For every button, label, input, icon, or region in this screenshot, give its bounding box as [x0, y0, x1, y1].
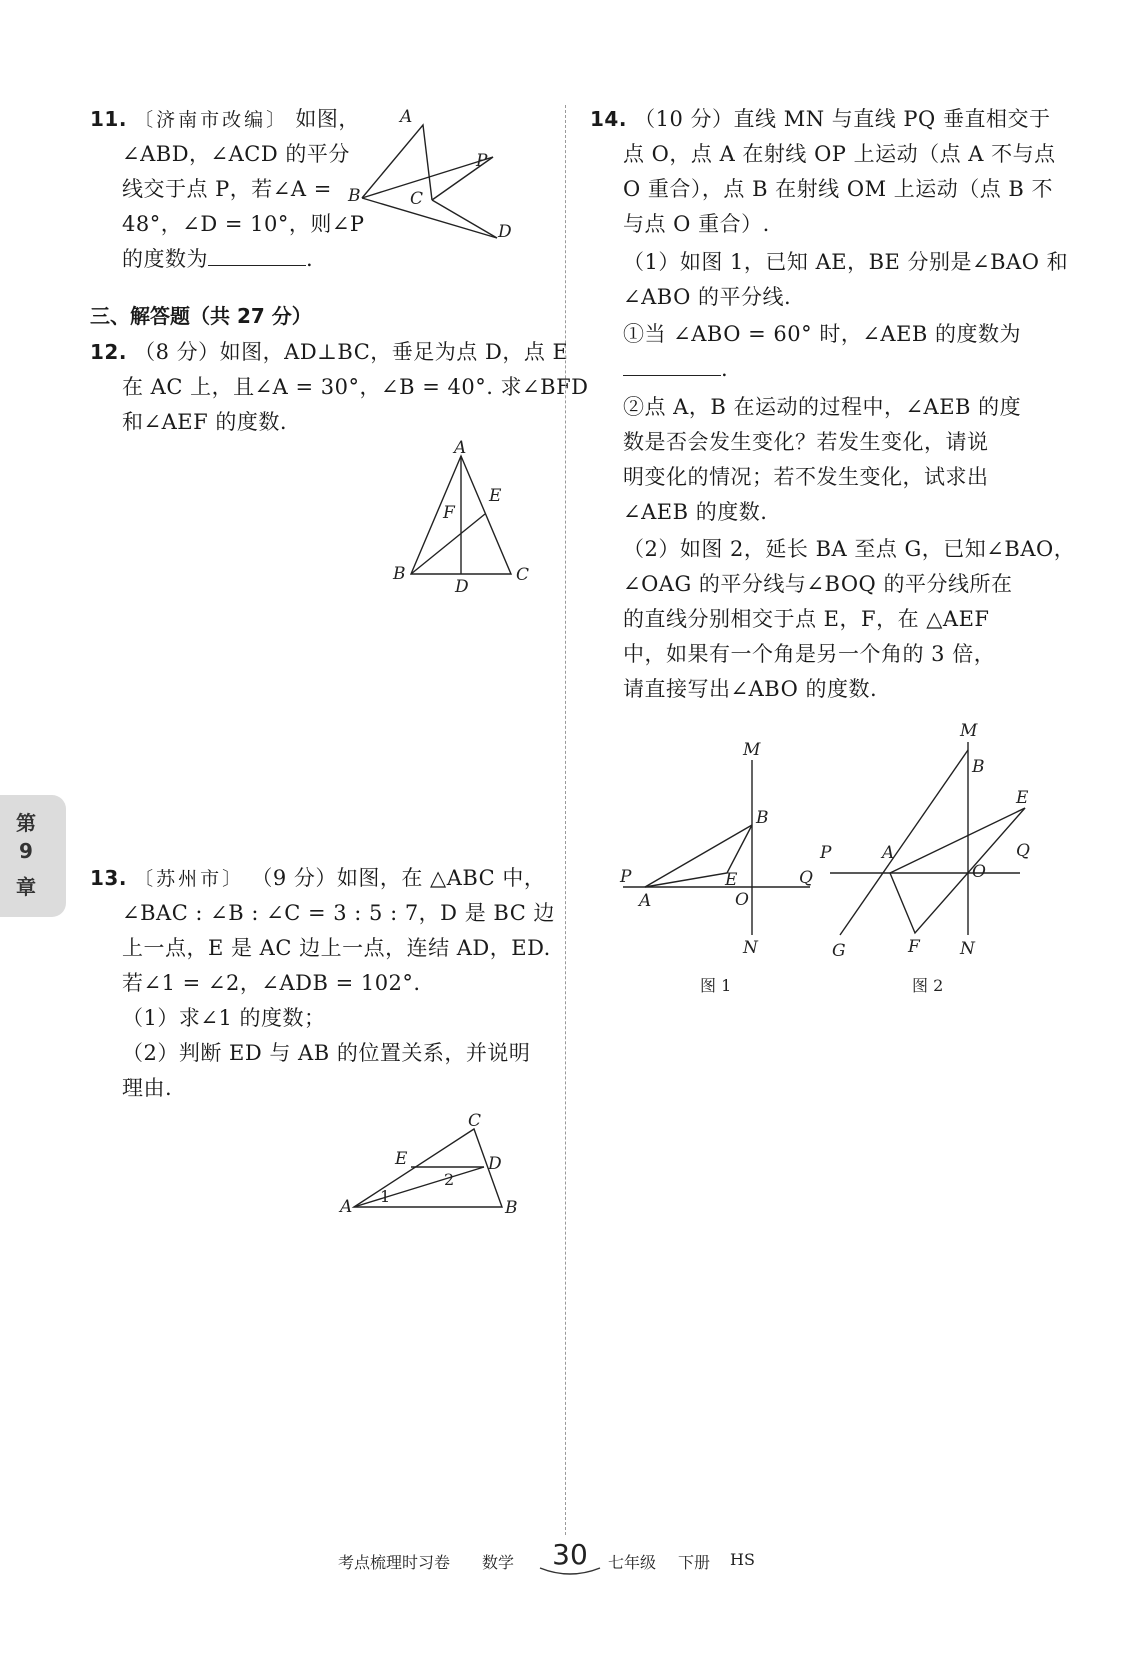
figure-label: B: [505, 1198, 518, 1218]
question-text: 的直线分别相交于点 E，F，在 △AEF: [623, 607, 990, 631]
figure-label: F: [443, 503, 455, 523]
figure-line: [411, 514, 485, 574]
figure-label: Q: [799, 868, 813, 888]
section-heading: 三、解答题（共 27 分）: [90, 304, 312, 328]
question-text: 请直接写出∠ABO 的度数.: [623, 677, 878, 701]
figure-label: N: [960, 939, 975, 959]
page-number-bracket: [538, 1566, 602, 1578]
question-source: 〔苏州市〕: [134, 868, 245, 890]
question-text: 线交于点 P，若∠A =: [122, 177, 332, 201]
figure-label: C: [516, 565, 530, 585]
answer-blank[interactable]: [208, 243, 306, 266]
figure-label: P: [820, 843, 832, 863]
figure-line: [432, 200, 497, 238]
figure-label: A: [882, 843, 895, 863]
figure-label: G: [832, 941, 846, 961]
question-text: 中，如果有一个角是另一个角的 3 倍，: [623, 642, 996, 666]
question-text: 的度数为: [122, 247, 208, 271]
footer-grade: 七年级: [608, 1553, 657, 1572]
figure-label: D: [498, 222, 512, 242]
question-text: 48°，∠D = 10°，则∠P: [122, 212, 365, 236]
figure-label: E: [725, 870, 738, 890]
answer-blank[interactable]: [623, 353, 721, 376]
figure-line: [890, 808, 1025, 933]
figure-label: A: [454, 438, 467, 458]
figure-label: C: [468, 1111, 482, 1131]
figure-label: A: [340, 1197, 353, 1217]
question-number: 14.: [590, 107, 627, 131]
question-source: 〔济南市改编〕: [134, 109, 289, 131]
figure-label: 1: [380, 1187, 391, 1206]
figure-line: [362, 198, 497, 238]
question-text: 如图，: [295, 107, 360, 131]
figure-q11: [350, 108, 540, 248]
question-text: O 重合），点 B 在射线 OM 上运动（点 B 不: [623, 177, 1054, 201]
question-text: （2）如图 2，延长 BA 至点 G，已知∠BAO，: [623, 537, 1076, 561]
question-text: ∠BAC : ∠B : ∠C = 3 : 5 : 7，D 是 BC 边: [122, 901, 555, 925]
figure-line: [354, 1167, 484, 1207]
figure-label: N: [743, 938, 758, 958]
question-number: 11.: [90, 107, 127, 131]
figure-label: 2: [444, 1170, 455, 1189]
question-text: .: [721, 357, 729, 381]
figure-label: E: [395, 1149, 408, 1169]
figure-label: F: [908, 937, 920, 957]
question-text: 和∠AEF 的度数.: [122, 410, 288, 434]
figure-label: O: [972, 862, 986, 882]
figure-label: O: [735, 890, 749, 910]
question-text: 在 AC 上，且∠A = 30°，∠B = 40°. 求∠BFD: [122, 375, 589, 399]
footer-subject: 数学: [482, 1553, 515, 1572]
chapter-tab-text: 章: [16, 875, 36, 899]
question-text: ∠OAG 的平分线与∠BOQ 的平分线所在: [623, 572, 1013, 596]
question-text: 明变化的情况；若不发生变化，试求出: [623, 465, 989, 489]
figure-1: [615, 735, 815, 1000]
figure-label: A: [639, 891, 652, 911]
question-text: ∠ABO 的平分线.: [623, 285, 792, 309]
figure-caption: 图 2: [912, 976, 944, 995]
figure-label: E: [1016, 788, 1029, 808]
chapter-tab-number: 9: [19, 839, 33, 863]
page-number: 30: [552, 1538, 588, 1571]
figure-caption: 图 1: [700, 976, 732, 995]
figure-label: C: [410, 189, 424, 209]
figure-label: D: [488, 1154, 502, 1174]
question-text: ∠ABD，∠ACD 的平分: [122, 142, 350, 166]
question-text: （1）求∠1 的度数；: [122, 1006, 326, 1030]
footer-book-title: 考点梳理时习卷: [338, 1553, 451, 1572]
question-text: ①当 ∠ABO = 60° 时，∠AEB 的度数为: [623, 322, 1022, 346]
figure-label: M: [743, 740, 761, 760]
question-text: （10 分）直线 MN 与直线 PQ 垂直相交于: [634, 107, 1051, 131]
question-text: ∠AEB 的度数.: [623, 500, 768, 524]
figure-label: Q: [1016, 841, 1030, 861]
question-text: 若∠1 = ∠2，∠ADB = 102°.: [122, 971, 421, 995]
footer-edition: HS: [730, 1550, 755, 1569]
figure-label: B: [348, 186, 361, 206]
figure-q12: [385, 438, 545, 597]
column-divider: [565, 105, 566, 1535]
figure-label: E: [489, 486, 502, 506]
figure-line: [890, 808, 1025, 873]
question-text: 数是否会发生变化？若发生变化，请说: [623, 430, 989, 454]
question-text: （1）如图 1，已知 AE，BE 分别是∠BAO 和: [623, 250, 1069, 274]
figure-label: B: [756, 808, 769, 828]
question-number: 13.: [90, 866, 127, 890]
figure-label: M: [960, 721, 978, 741]
question-text: （8 分）如图，AD⊥BC，垂足为点 D，点 E: [134, 340, 569, 364]
question-text: 理由.: [122, 1076, 173, 1100]
figure-label: P: [476, 151, 488, 171]
footer-volume: 下册: [678, 1553, 711, 1572]
question-text: 上一点，E 是 AC 边上一点，连结 AD，ED.: [122, 936, 551, 960]
chapter-tab-text: 第: [16, 811, 36, 835]
figure-2: [820, 720, 1040, 1000]
question-text: 点 O，点 A 在射线 OP 上运动（点 A 不与点: [623, 142, 1056, 166]
question-text: （9 分）如图，在 △ABC 中，: [251, 866, 546, 890]
figure-label: A: [400, 107, 413, 127]
figure-label: D: [455, 577, 469, 597]
chapter-tab: [0, 795, 66, 917]
figure-label: P: [620, 867, 632, 887]
question-text: .: [306, 247, 314, 271]
figure-label: B: [393, 564, 406, 584]
question-text: 与点 O 重合）.: [623, 212, 770, 236]
question-text: （2）判断 ED 与 AB 的位置关系，并说明: [122, 1041, 531, 1065]
figure-q13: [340, 1112, 540, 1224]
figure-label: B: [972, 757, 985, 777]
question-text: ②点 A，B 在运动的过程中，∠AEB 的度: [623, 395, 1022, 419]
question-number: 12.: [90, 340, 127, 364]
